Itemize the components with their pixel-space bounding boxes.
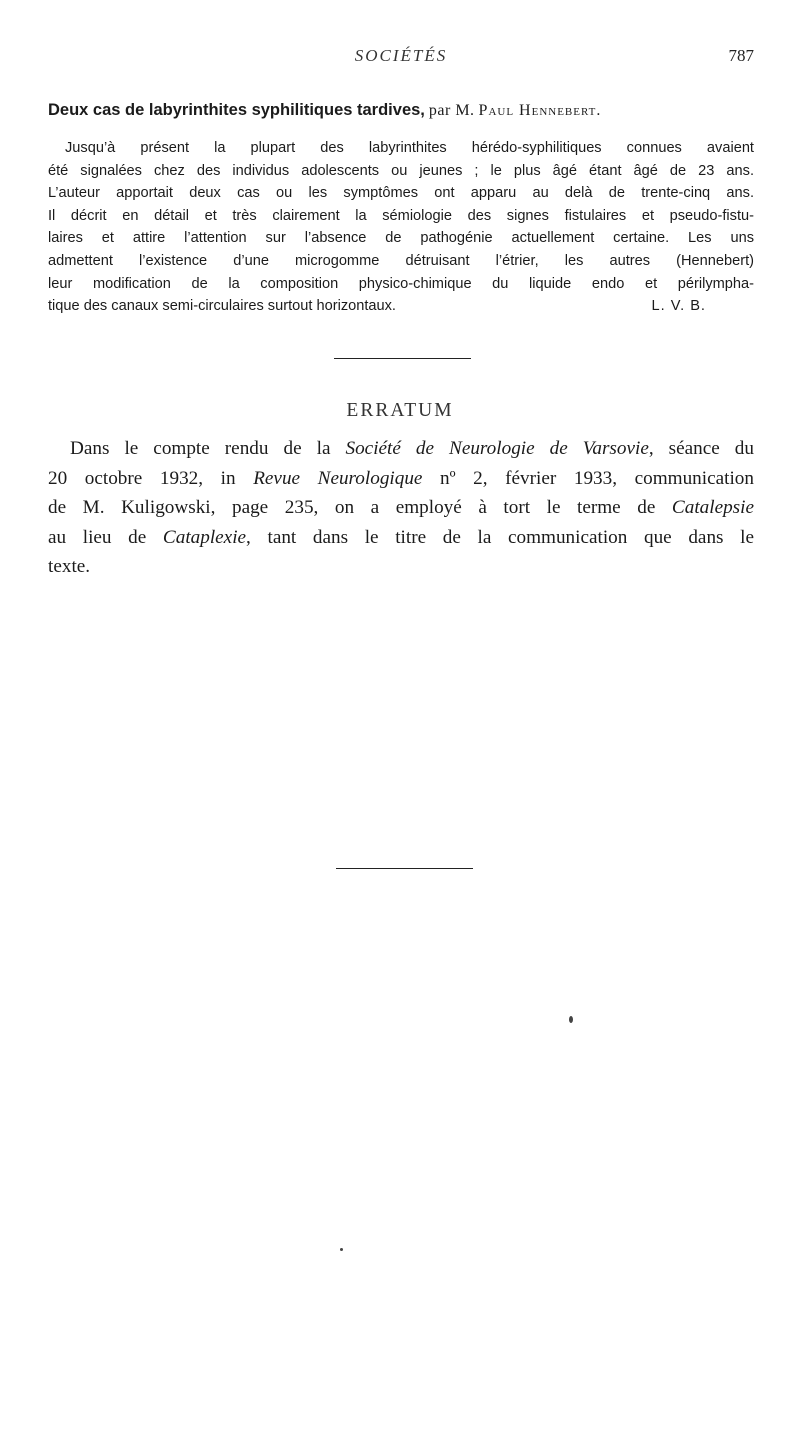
erratum-line: texte. bbox=[48, 556, 91, 577]
erratum-heading: ERRATUM bbox=[346, 400, 454, 421]
journal-name: Revue Neurologique bbox=[253, 467, 423, 489]
article-entry bbox=[48, 96, 754, 318]
reviewer-initials: L. V. B. bbox=[651, 298, 706, 315]
erratum-line bbox=[48, 434, 754, 464]
abstract-line: tique des canaux semi-circulaires surtout horizontaux. bbox=[48, 298, 396, 315]
abstract-last-line bbox=[48, 295, 754, 318]
end-divider bbox=[336, 868, 473, 869]
article-title: Deux cas de labyrinthites syphilitiques tardives, bbox=[48, 101, 425, 119]
section-divider bbox=[334, 358, 471, 359]
erratum-text: de M. Kuligowski, page 235, on a employé à tort le terme de bbox=[48, 497, 672, 518]
abstract-line: Il décrit en détail et très clairement la sémiologie des signes fistulaires et pseudo-fistu- bbox=[48, 207, 754, 224]
abstract-line: L’auteur apportait deux cas ou les symptômes ont apparu au delà de trente-cinq ans. bbox=[48, 185, 754, 202]
article-author: Paul Hennebert. bbox=[478, 102, 602, 119]
erratum-line bbox=[48, 523, 754, 553]
article-byline-prefix: par M. bbox=[428, 102, 475, 119]
abstract-line: Jusqu’à présent la plupart des labyrinthites hérédo-syphilitiques connues avaient bbox=[65, 140, 754, 156]
erratum-text: au lieu de bbox=[48, 526, 163, 548]
erratum-body bbox=[48, 434, 754, 582]
erratum-text: Dans le compte rendu de la bbox=[70, 438, 346, 459]
correct-term: Cataplexie bbox=[162, 526, 247, 548]
abstract-line: admettent l’existence d’une microgomme détruisant l’étrier, les autres (Hennebert) bbox=[48, 252, 754, 269]
page-number: 787 bbox=[728, 46, 754, 65]
erratum-line bbox=[48, 493, 754, 523]
section-title: SOCIÉTÉS bbox=[354, 46, 448, 65]
wrong-term: Catalepsie bbox=[671, 497, 754, 518]
erratum-text: , séance du bbox=[648, 438, 754, 459]
running-head bbox=[48, 46, 754, 70]
erratum-text: 20 octobre 1932, in bbox=[48, 467, 254, 489]
abstract-line: laires et attire l’attention sur l’absence de pathogénie actuellement certaine. Les uns bbox=[48, 230, 754, 247]
ink-speck bbox=[340, 1248, 343, 1251]
society-name: Société de Neurologie de Varsovie bbox=[345, 438, 649, 459]
article-heading bbox=[48, 96, 754, 125]
erratum-line bbox=[48, 464, 754, 494]
ink-speck bbox=[569, 1016, 573, 1023]
abstract-line: leur modification de la composition physico-chimique du liquide endo et périlympha- bbox=[48, 275, 754, 292]
abstract-line: été signalées chez des individus adolescents ou jeunes ; le plus âgé étant âgé de 23 ans. bbox=[48, 162, 754, 179]
erratum-text: , tant dans le titre de la communication que dans le bbox=[246, 526, 754, 548]
erratum-text: nº 2, février 1933, communication bbox=[422, 467, 754, 489]
article-abstract bbox=[48, 137, 754, 318]
